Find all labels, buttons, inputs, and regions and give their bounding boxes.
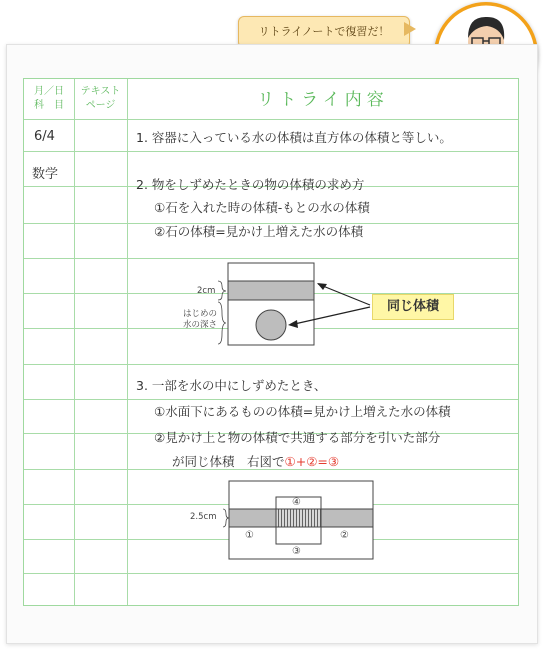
column-divider [74, 79, 75, 605]
entry-subject: 数学 [32, 167, 59, 182]
header-text-label: テキスト [80, 86, 121, 97]
header-divider [24, 119, 518, 120]
page-title: リトライ内容 [257, 90, 389, 110]
speech-bubble-text: リトライノートで復習だ！ [258, 25, 390, 38]
figure2-mark-1: ① [245, 530, 254, 541]
row-line [24, 573, 518, 574]
date-subject-header [24, 85, 74, 113]
row-line [24, 364, 518, 365]
brace-initial-depth [218, 302, 226, 344]
figure1-depth-line-2: 水の深さ [183, 320, 218, 330]
figure2-label-height: 2.5cm [190, 512, 217, 522]
figure2-mark-3: ③ [292, 546, 301, 557]
note-line-8-text: が同じ体積 右図で [172, 454, 285, 469]
speech-bubble-tail [404, 22, 416, 36]
note-line-4: ②石の体積=見かけ上増えた水の体積 [154, 224, 364, 239]
figure1-depth-line-1: はじめの [183, 309, 218, 319]
note-line-2: 2. 物をしずめたときの物の体積の求め方 [136, 177, 365, 192]
figure1-label-depth [183, 309, 217, 331]
row-line [24, 151, 518, 152]
stone-circle [256, 310, 286, 340]
note-line-3: ①石を入れた時の体積-もとの水の体積 [154, 200, 370, 215]
row-line [24, 399, 518, 400]
arrow-to-band [318, 284, 370, 305]
entry-date: 6/4 [34, 129, 55, 144]
note-line-7: ②見かけ上と物の体積で共通する部分を引いた部分 [154, 430, 441, 445]
figure2-mark-4: ④ [292, 497, 301, 508]
header-page-label: ページ [85, 100, 116, 111]
brace-2cm [218, 281, 226, 300]
overlap-region [276, 509, 321, 527]
note-line-6: ①水面下にあるものの体積=見かけ上増えた水の体積 [154, 404, 451, 419]
header-subject-label: 科 目 [34, 100, 64, 111]
text-page-header [74, 85, 127, 113]
figure1-label-2cm: 2cm [197, 286, 216, 296]
column-divider [127, 79, 128, 605]
header-date-label: 月／日 [34, 86, 64, 97]
volume-formula: ①+②=③ [284, 454, 340, 469]
note-line-5: 3. 一部を水の中にしずめたとき、 [136, 378, 327, 393]
brace-2-5cm [223, 509, 229, 527]
same-volume-tag: 同じ体積 [372, 294, 454, 320]
note-line-8 [172, 452, 339, 470]
note-line-1: 1. 容器に入っている水の体積は直方体の体積と等しい。 [136, 130, 452, 145]
figure2-mark-2: ② [340, 530, 349, 541]
raised-water-band [228, 281, 314, 300]
